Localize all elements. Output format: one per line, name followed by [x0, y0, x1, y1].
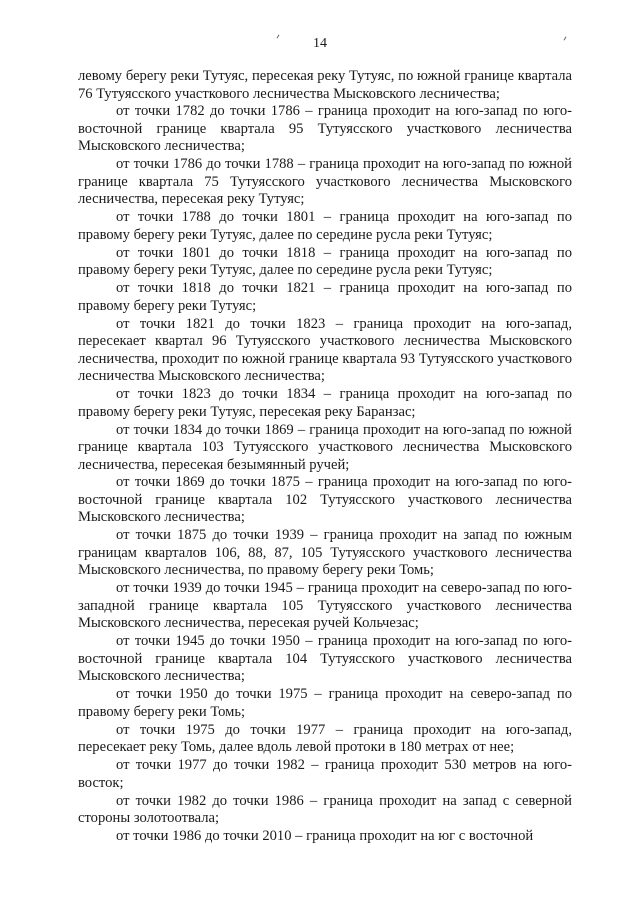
paragraph: от точки 1823 до точки 1834 – граница проходит на юго-запад по правому берегу реки Тутуяс, пересекая реку Баранзас; [78, 386, 572, 420]
paragraph: от точки 1801 до точки 1818 – граница проходит на юго-запад по правому берегу реки Тутуяс, далее по середине русла реки Тутуяс; [78, 244, 572, 279]
paragraph: от точки 1875 до точки 1939 – граница проходит на запад по южным границам кварталов 106, 88, 87, 105 Тутуясского участкового лесничества Мысковского лесничества, по правому берегу реки Томь; [78, 527, 572, 579]
paragraph: от точки 1950 до точки 1975 – граница проходит на северо-запад по правому берегу реки Томь; [78, 686, 572, 720]
paragraph: от точки 1834 до точки 1869 – граница проходит на юго-запад по южной границе квартала 103 Тутуясского участкового лесничества Мысковского лесничества, пересекая безымянный ручей; [78, 421, 572, 473]
document-body [78, 68, 572, 846]
paragraph: от точки 1786 до точки 1788 – граница проходит на юго-запад по южной границе квартала 75 Тутуясского участкового лесничества Мысковского лесничества, пересекая реку Тутуяс; [78, 156, 572, 208]
paragraph: от точки 1818 до точки 1821 – граница проходит на юго-запад по правому берегу реки Тутуяс; [78, 280, 572, 314]
paragraph: от точки 1869 до точки 1875 – граница проходит на юго-запад по юго-восточной границе квартала 102 Тутуясского участкового лесничества Мысковского лесничества; [78, 474, 572, 526]
paragraph: от точки 1782 до точки 1786 – граница проходит на юго-запад по юго-восточной границе квартала 95 Тутуясского участкового лесничества Мысковского лесничества; [78, 103, 572, 155]
paragraph: от точки 1939 до точки 1945 – граница проходит на северо-запад по юго-западной границе квартала 105 Тутуясского участкового лесничества Мысковского лесничества, пересекая ручей Кольчезас; [78, 580, 572, 632]
page-number: 14 [313, 36, 327, 51]
paragraph: от точки 1986 до точки 2010 – граница проходит на юг с восточной [116, 827, 534, 844]
paragraph: от точки 1982 до точки 1986 – граница проходит на запад с северной стороны золотоотвала; [78, 792, 572, 826]
paragraph: от точки 1821 до точки 1823 – граница проходит на юго-запад, пересекает квартал 96 Тутуясского участкового лесничества Мысковского лесничества, проходит по южной границе квартала 93 Тутуясского участкового лесничества Мысковского лесничества; [78, 315, 572, 385]
paragraph: от точки 1977 до точки 1982 – граница проходит 530 метров на юго-восток; [78, 757, 572, 791]
paragraph: левому берегу реки Тутуяс, пересекая реку Тутуяс, по южной границе квартала 76 Тутуясского участкового лесничества Мысковского лесничества; [78, 68, 572, 102]
paragraph: от точки 1975 до точки 1977 – граница проходит на юго-запад, пересекает реку Томь, далее вдоль левой протоки в 180 метрах от нее; [78, 721, 572, 756]
paragraph: от точки 1788 до точки 1801 – граница проходит на юго-запад по правому берегу реки Тутуяс, далее по середине русла реки Тутуяс; [78, 209, 572, 243]
paragraph: от точки 1945 до точки 1950 – граница проходит на юго-запад по юго-восточной границе квартала 104 Тутуясского участкового лесничества Мысковского лесничества; [78, 633, 572, 685]
